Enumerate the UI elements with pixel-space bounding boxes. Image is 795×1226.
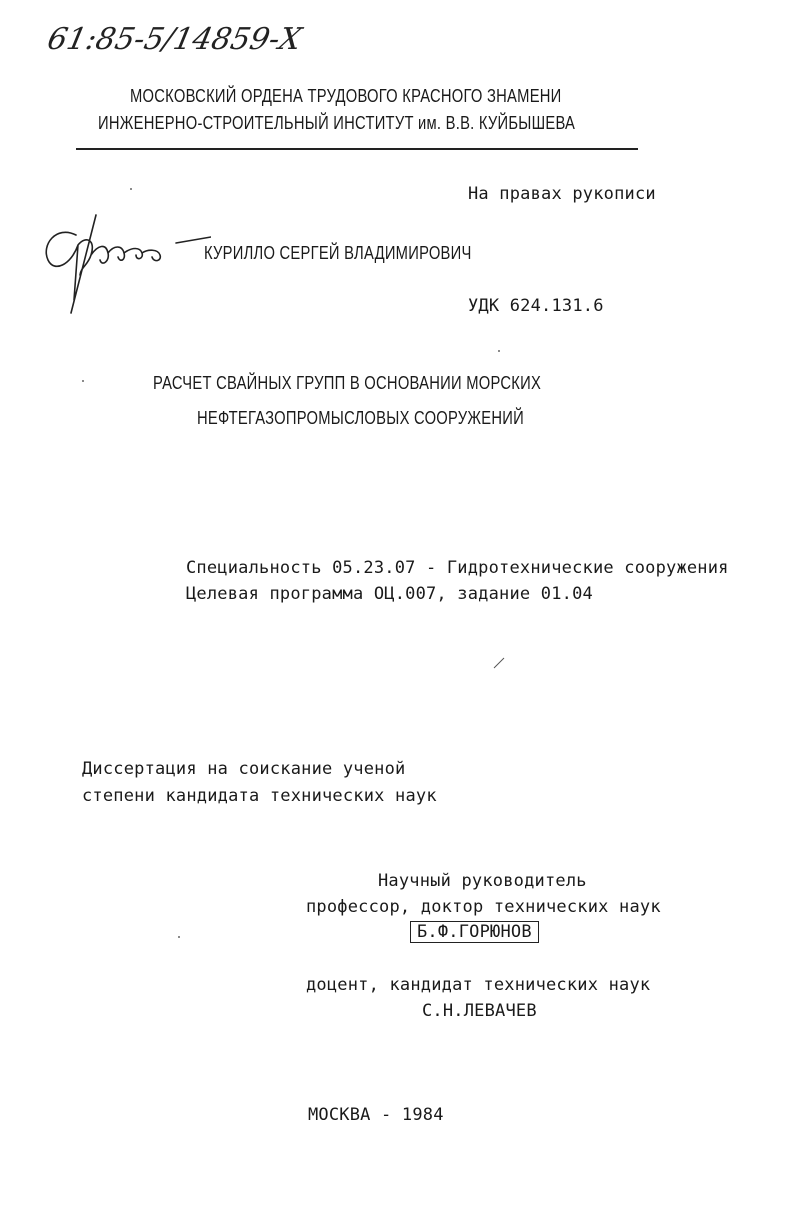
supervisor-1-name: Б.Ф.ГОРЮНОВ (410, 921, 539, 943)
city-year: МОСКВА - 1984 (308, 1105, 444, 1125)
udc-code: УДК 624.131.6 (468, 296, 604, 316)
scan-speck (82, 380, 84, 382)
specialty: Специальность 05.23.07 - Гидротехнические сооружения (186, 558, 729, 578)
signature-drawing (36, 205, 211, 315)
supervisor-1-title: профессор, доктор технических наук (306, 897, 661, 917)
manuscript-note: На правах рукописи (468, 184, 656, 204)
archive-number: 61:85-5/14859-Х (44, 22, 305, 57)
title-line-2: НЕФТЕГАЗОПРОМЫСЛОВЫХ СООРУЖЕНИЙ (197, 408, 525, 428)
supervisor-2-title: доцент, кандидат технических наук (306, 975, 651, 995)
institution-line-2: ИНЖЕНЕРНО-СТРОИТЕЛЬНЫЙ ИНСТИТУТ им. В.В. КУЙБЫШЕВА (98, 113, 576, 133)
author-name: КУРИЛЛО СЕРГЕЙ ВЛАДИМИРОВИЧ (204, 243, 472, 263)
institution-line-1: МОСКОВСКИЙ ОРДЕНА ТРУДОВОГО КРАСНОГО ЗНАМЕНИ (130, 86, 562, 106)
supervisor-2-name: С.Н.ЛЕВАЧЕВ (422, 1001, 537, 1021)
target-program: Целевая программа ОЦ.007, задание 01.04 (186, 584, 593, 604)
scan-speck (130, 188, 132, 190)
author-signature (36, 205, 211, 315)
header-rule (76, 148, 638, 150)
scan-speck (498, 350, 500, 352)
dissertation-line-2: степени кандидата технических наук (82, 786, 437, 806)
dissertation-line-1: Диссертация на соискание ученой (82, 759, 406, 779)
scan-mark (492, 655, 506, 674)
supervisor-heading: Научный руководитель (378, 871, 587, 891)
title-line-1: РАСЧЕТ СВАЙНЫХ ГРУПП В ОСНОВАНИИ МОРСКИХ (153, 373, 542, 393)
scan-speck (178, 936, 180, 938)
